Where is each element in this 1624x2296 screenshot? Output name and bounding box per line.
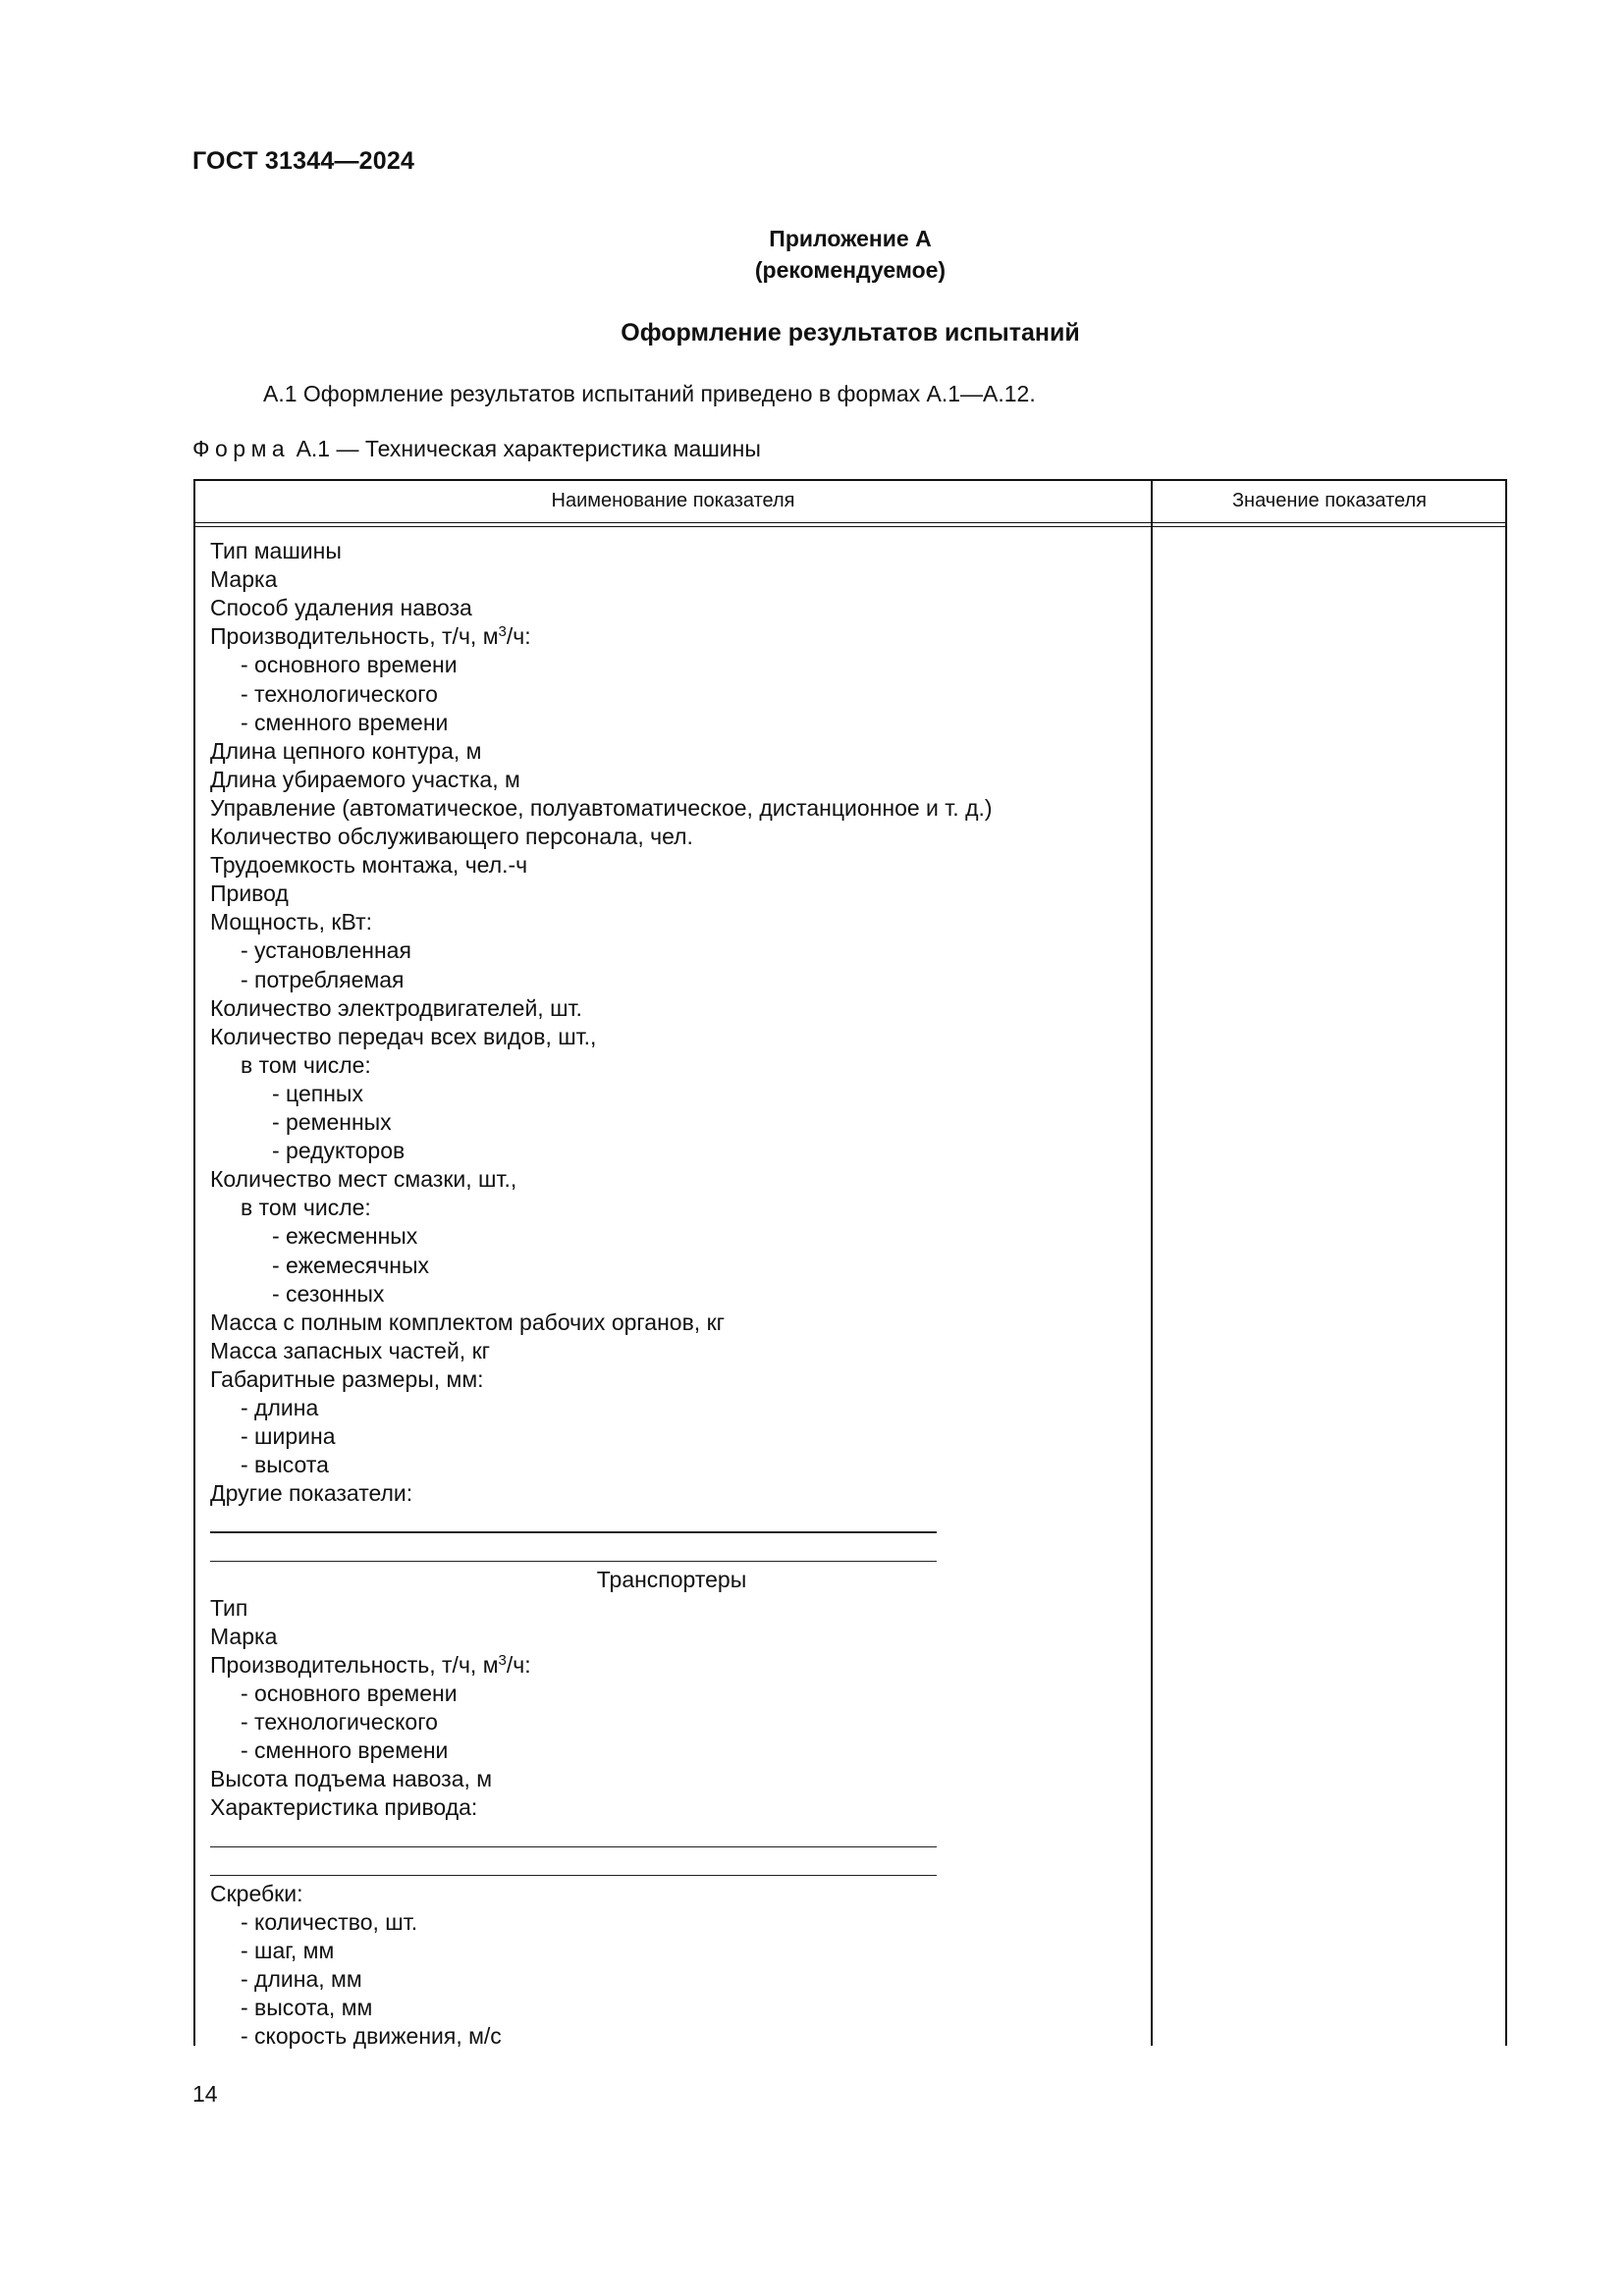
- table-row: Тип: [210, 1594, 248, 1621]
- form-caption-text: А.1 — Техническая характеристика машины: [290, 436, 761, 461]
- table-row: - скорость движения, м/с: [241, 2023, 502, 2050]
- table-row: - технологического: [241, 680, 438, 707]
- table-row: - ширина: [241, 1423, 336, 1450]
- table-row: Масса с полным комплектом рабочих органов, кг: [210, 1308, 726, 1335]
- table-row: - основного времени: [241, 652, 458, 678]
- table-row: - длина, мм: [241, 1966, 362, 1992]
- appendix-title: Приложение А: [769, 226, 932, 251]
- table-row: - цепных: [272, 1080, 363, 1106]
- table-row: - потребляемая: [241, 966, 405, 992]
- table-row: - сменного времени: [241, 709, 449, 735]
- table-row: Количество мест смазки, шт.,: [210, 1166, 517, 1193]
- table-row: Другие показатели:: [210, 1480, 413, 1507]
- table-row: Длина убираемого участка, м: [210, 766, 520, 792]
- table-row: - технологического: [241, 1709, 438, 1735]
- table-row: - основного времени: [241, 1681, 458, 1706]
- table-row: Способ удаления навоза: [210, 595, 472, 621]
- table-row: - ежесменных: [272, 1223, 418, 1250]
- table-subheading: Транспортеры: [596, 1566, 747, 1592]
- column-header-name: Наименование показателя: [551, 490, 795, 511]
- table-row: Масса запасных частей, кг: [210, 1337, 491, 1363]
- table-row: Количество электродвигателей, шт.: [210, 994, 582, 1021]
- table-row: Высота подъема навоза, м: [210, 1766, 493, 1792]
- table-row: Длина цепного контура, м: [210, 737, 482, 764]
- table-row: Производительность, т/ч, $м^3/ч$:: [210, 623, 531, 650]
- table-row: в том числе:: [241, 1195, 371, 1221]
- table-row: Тип машины: [210, 538, 342, 563]
- document-id: ГОСТ 31344—2024: [192, 147, 415, 175]
- table-row: Производительность, т/ч, $м^3/ч$:: [210, 1651, 531, 1678]
- table-row: - длина: [241, 1395, 319, 1420]
- table-row: Скребки:: [210, 1880, 303, 1906]
- table-row: - установленная: [241, 937, 411, 964]
- fill-in-line: [210, 1561, 937, 1563]
- page-number: 14: [192, 2081, 218, 2107]
- table-row: - ежемесячных: [272, 1252, 430, 1278]
- fill-in-line: [210, 1846, 937, 1848]
- form-caption-prefix: Форма: [192, 436, 291, 461]
- table-row: Габаритные размеры, мм:: [210, 1365, 484, 1392]
- table-row: Марка: [210, 566, 278, 593]
- table-row: - количество, шт.: [241, 1908, 418, 1935]
- intro-paragraph: А.1 Оформление результатов испытаний приведено в формах А.1—А.12.: [263, 381, 1036, 406]
- table-row: Количество передач всех видов, шт.,: [210, 1023, 597, 1049]
- table-row: - высота, мм: [241, 1995, 373, 2021]
- fill-in-line: [210, 1875, 937, 1877]
- table-row: Марка: [210, 1623, 278, 1649]
- table-row: Привод: [210, 881, 289, 907]
- table-row: - редукторов: [272, 1138, 406, 1164]
- table-row: Трудоемкость монтажа, чел.-ч: [210, 852, 528, 879]
- table-row: - ременных: [272, 1109, 392, 1135]
- column-header-value: Значение показателя: [1231, 490, 1428, 511]
- table-row: Мощность, кВт:: [210, 909, 372, 935]
- section-title: Оформление результатов испытаний: [621, 319, 1080, 347]
- table-row: в том числе:: [241, 1051, 371, 1078]
- fill-in-line: [210, 1531, 937, 1533]
- table-row: Управление (автоматическое, полуавтоматическое, дистанционное и т. д.): [210, 794, 993, 821]
- table-row: - сезонных: [272, 1280, 385, 1307]
- table-row: Количество обслуживающего персонала, чел.: [210, 824, 693, 849]
- table-row: - шаг, мм: [241, 1937, 335, 1963]
- table-row: - сменного времени: [241, 1737, 449, 1764]
- table-row: Характеристика привода:: [210, 1794, 478, 1821]
- appendix-type: (рекомендуемое): [754, 257, 947, 283]
- table-row: - высота: [241, 1452, 329, 1478]
